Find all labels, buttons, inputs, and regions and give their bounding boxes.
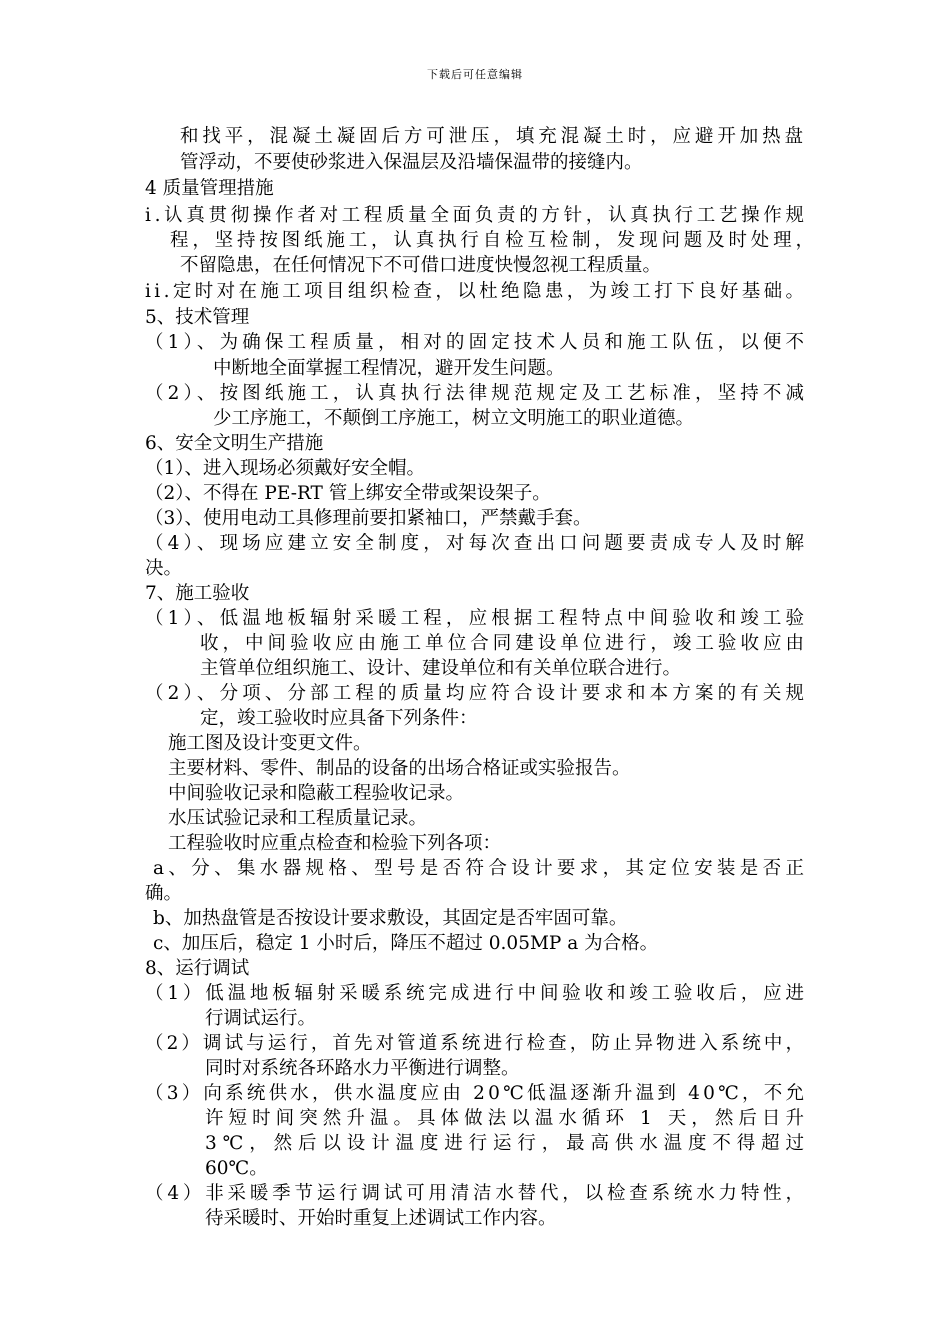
- text-line: （2）调试与运行，首先对管道系统进行检查，防止异物进入系统中，: [145, 1033, 808, 1054]
- text-line: 5、技术管理: [145, 307, 250, 328]
- text-line: （2）、按图纸施工，认真执行法律规范规定及工艺标准，坚持不减: [145, 383, 809, 404]
- text-line: （1）低温地板辐射采暖系统完成进行中间验收和竣工验收后，应进: [145, 983, 808, 1004]
- text-line: 许短时间突然升温。具体做法以温水循环 1 天，然后日升: [205, 1108, 810, 1129]
- text-line: 4 质量管理措施: [145, 178, 274, 199]
- text-line: 3℃，然后以设计温度进行运行，最高供水温度不得超过: [205, 1133, 810, 1154]
- text-line: 程，坚持按图纸施工，认真执行自检互检制，发现问题及时处理，: [170, 230, 818, 251]
- text-line: ii.定时对在施工项目组织检查，以杜绝隐患，为竣工打下良好基础。: [145, 281, 808, 302]
- text-line: （4）、现场应建立安全制度，对每次查出口问题要责成专人及时解: [145, 533, 809, 554]
- text-line: a、分、集水器规格、型号是否符合设计要求，其定位安装是否正: [153, 858, 809, 879]
- text-line: i.认真贯彻操作者对工程质量全面负责的方针，认真执行工艺操作规: [145, 205, 808, 226]
- text-line: （2）、分项、分部工程的质量均应符合设计要求和本方案的有关规: [145, 683, 809, 704]
- page-header: 下载后可任意编辑: [427, 68, 523, 81]
- text-line: 确。: [145, 883, 183, 904]
- text-line: 管浮动，不要使砂浆进入保温层及沿墙保温带的接缝内。: [180, 152, 643, 173]
- text-line: 主要材料、零件、制品的设备的出场合格证或实验报告。: [168, 758, 631, 779]
- text-line: 7、施工验收: [145, 583, 250, 604]
- text-line: 工程验收时应重点检查和检验下列各项：: [168, 833, 502, 854]
- text-line: 行调试运行。: [205, 1008, 317, 1029]
- text-line: （2）、不得在 PE-RT 管上绑安全带或架设架子。: [145, 483, 551, 504]
- text-line: 待采暖时、开始时重复上述调试工作内容。: [205, 1208, 557, 1229]
- text-line: （1）、低温地板辐射采暖工程，应根据工程特点中间验收和竣工验: [145, 608, 809, 629]
- text-line: 60℃。: [205, 1158, 268, 1179]
- text-line: c、加压后，稳定 1 小时后，降压不超过 0.05MP a 为合格。: [153, 933, 659, 954]
- text-line: （3）向系统供水，供水温度应由 20℃低温逐渐升温到 40℃，不允: [145, 1083, 808, 1104]
- text-line: 收，中间验收应由施工单位合同建设单位进行，竣工验收应由: [200, 633, 809, 654]
- text-line: 同时对系统各环路水力平衡进行调整。: [205, 1058, 520, 1079]
- text-line: （4）非采暖季节运行调试可用清洁水替代，以检查系统水力特性，: [145, 1183, 808, 1204]
- text-line: 定，竣工验收时应具备下列条件：: [200, 708, 478, 729]
- text-line: 6、安全文明生产措施: [145, 433, 324, 454]
- text-line: （1）、进入现场必须戴好安全帽。: [145, 458, 426, 479]
- text-line: 中断地全面掌握工程情况，避开发生问题。: [213, 358, 565, 379]
- text-line: b、加热盘管是否按设计要求敷设，其固定是否牢固可靠。: [153, 908, 628, 929]
- text-line: 少工序施工，不颠倒工序施工，树立文明施工的职业道德。: [213, 408, 695, 429]
- text-line: 主管单位组织施工、设计、建设单位和有关单位联合进行。: [200, 658, 682, 679]
- text-line: 水压试验记录和工程质量记录。: [168, 808, 428, 829]
- text-line: 8、运行调试: [145, 958, 250, 979]
- text-line: 施工图及设计变更文件。: [168, 733, 372, 754]
- text-line: （1）、为确保工程质量，相对的固定技术人员和施工队伍，以便不: [145, 332, 809, 353]
- text-line: 中间验收记录和隐蔽工程验收记录。: [168, 783, 465, 804]
- text-line: 和找平，混凝土凝固后方可泄压，填充混凝土时，应避开加热盘: [180, 126, 807, 147]
- text-line: 不留隐患，在任何情况下不可借口进度快慢忽视工程质量。: [180, 255, 662, 276]
- text-line: （3）、使用电动工具修理前要扣紧袖口，严禁戴手套。: [145, 508, 592, 529]
- text-line: 决。: [145, 558, 183, 579]
